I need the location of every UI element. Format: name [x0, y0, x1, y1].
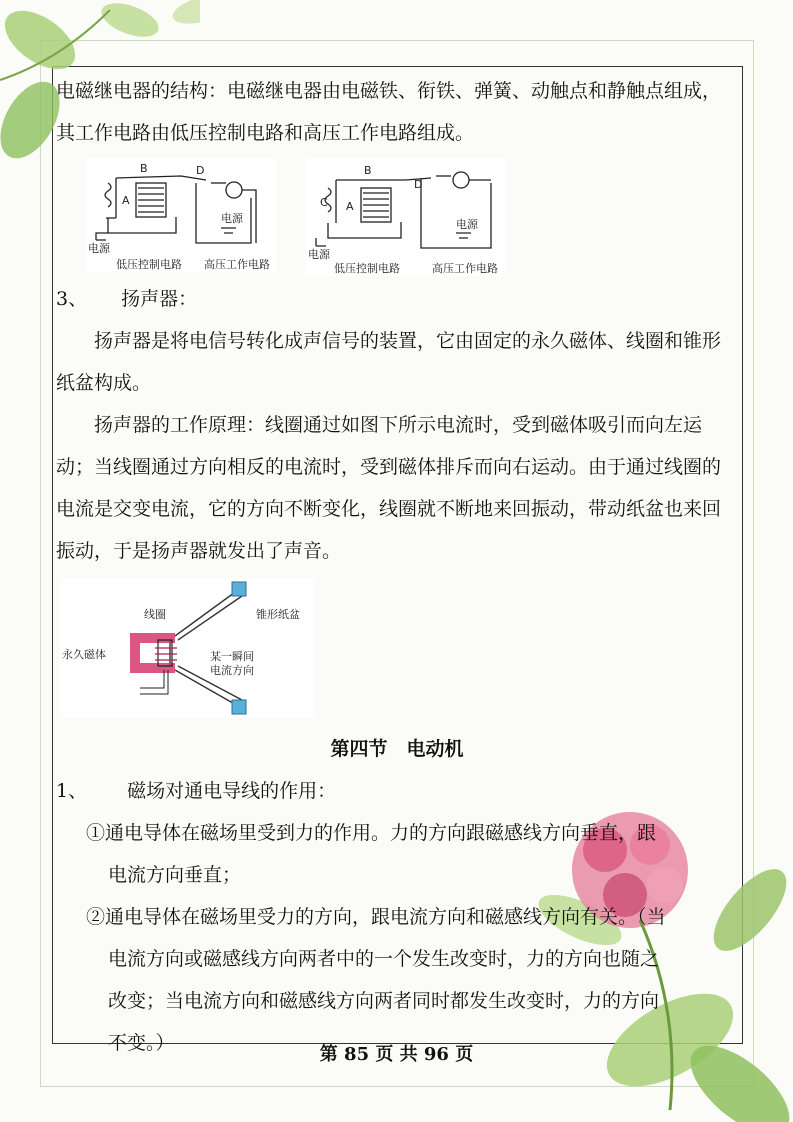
speaker-label-magnet: 永久磁体 — [62, 648, 106, 661]
relay1-caption-high: 高压工作电路 — [204, 258, 270, 271]
item1-title: 磁场对通电导线的作用： — [127, 780, 337, 802]
point2-line1: ②通电导体在磁场里受力的方向，跟电流方向和磁感线方向有关。（当 — [86, 906, 666, 928]
relay2-caption-high: 高压工作电路 — [432, 262, 498, 275]
speaker-definition: 扬声器是将电信号转化成声信号的装置，它由固定的永久磁体、线圈和锥形纸盆构成。 — [56, 330, 722, 394]
point2-line4: 不变。） — [108, 1032, 175, 1054]
relay1-power-low: 电源 — [88, 242, 110, 255]
relay-figures — [86, 158, 738, 276]
speaker-heading — [56, 278, 738, 320]
relay-structure-text: 电磁继电器的结构：电磁继电器由电磁铁、衔铁、弹簧、动触点和静触点组成，其工作电路由低压控制电路和高压工作电路组成。 — [56, 80, 722, 144]
cone-bottom-square — [232, 700, 246, 714]
relay2-power-low: 电源 — [308, 248, 330, 261]
relay2-label-a: A — [346, 200, 354, 213]
speaker-principle: 扬声器的工作原理：线圈通过如图下所示电流时，受到磁体吸引而向左运动；当线圈通过方向相反的电流时，受到磁体排斥而向右运动。由于通过线圈的电流是交变电流，它的方向不断变化，线圈就不断地来回振动，带动纸盆也来回振动，于是扬声器就发出了声音。 — [56, 414, 722, 562]
page-footer: 第 85 页 共 96 页 — [319, 1044, 474, 1065]
item1-number: 1、 — [56, 780, 88, 802]
cone-top-square — [232, 582, 246, 596]
speaker-diagram — [60, 578, 315, 718]
point-1 — [56, 812, 738, 896]
speaker-label-current1: 某一瞬间 — [210, 650, 254, 663]
relay2-label-d: D — [414, 178, 423, 191]
relay-diagram-2 — [306, 158, 506, 276]
speaker-label-current2: 电流方向 — [210, 664, 254, 677]
point1-line2: 电流方向垂直； — [108, 864, 242, 886]
speaker-label-cone: 锥形纸盆 — [256, 608, 300, 621]
relay-diagram-1 — [86, 158, 276, 273]
relay1-label-b: B — [140, 162, 148, 175]
speaker-heading-title: 扬声器： — [121, 288, 198, 310]
point2-line3: 改变；当电流方向和磁感线方向两者同时都发生改变时，力的方向 — [108, 990, 660, 1012]
relay1-caption-low: 低压控制电路 — [116, 258, 182, 271]
page-content — [56, 70, 738, 1064]
relay2-label-c: C — [320, 196, 328, 209]
point2-line2: 电流方向或磁感线方向两者中的一个发生改变时，力的方向也随之 — [108, 948, 660, 970]
speaker-label-coil: 线圈 — [144, 608, 166, 621]
relay1-power-high: 电源 — [221, 212, 243, 225]
relay2-power-high: 电源 — [456, 218, 478, 231]
section-title: 第四节 电动机 — [330, 738, 464, 760]
item1-heading — [56, 770, 738, 812]
relay1-label-a: A — [122, 194, 130, 207]
relay2-caption-low: 低压控制电路 — [334, 262, 400, 275]
speaker-heading-number: 3、 — [56, 288, 88, 310]
point1-line1: ①通电导体在磁场里受到力的作用。力的方向跟磁感线方向垂直，跟 — [86, 822, 657, 844]
relay2-label-b: B — [364, 164, 372, 177]
relay1-label-d: D — [196, 164, 205, 177]
point-2 — [56, 896, 738, 1064]
